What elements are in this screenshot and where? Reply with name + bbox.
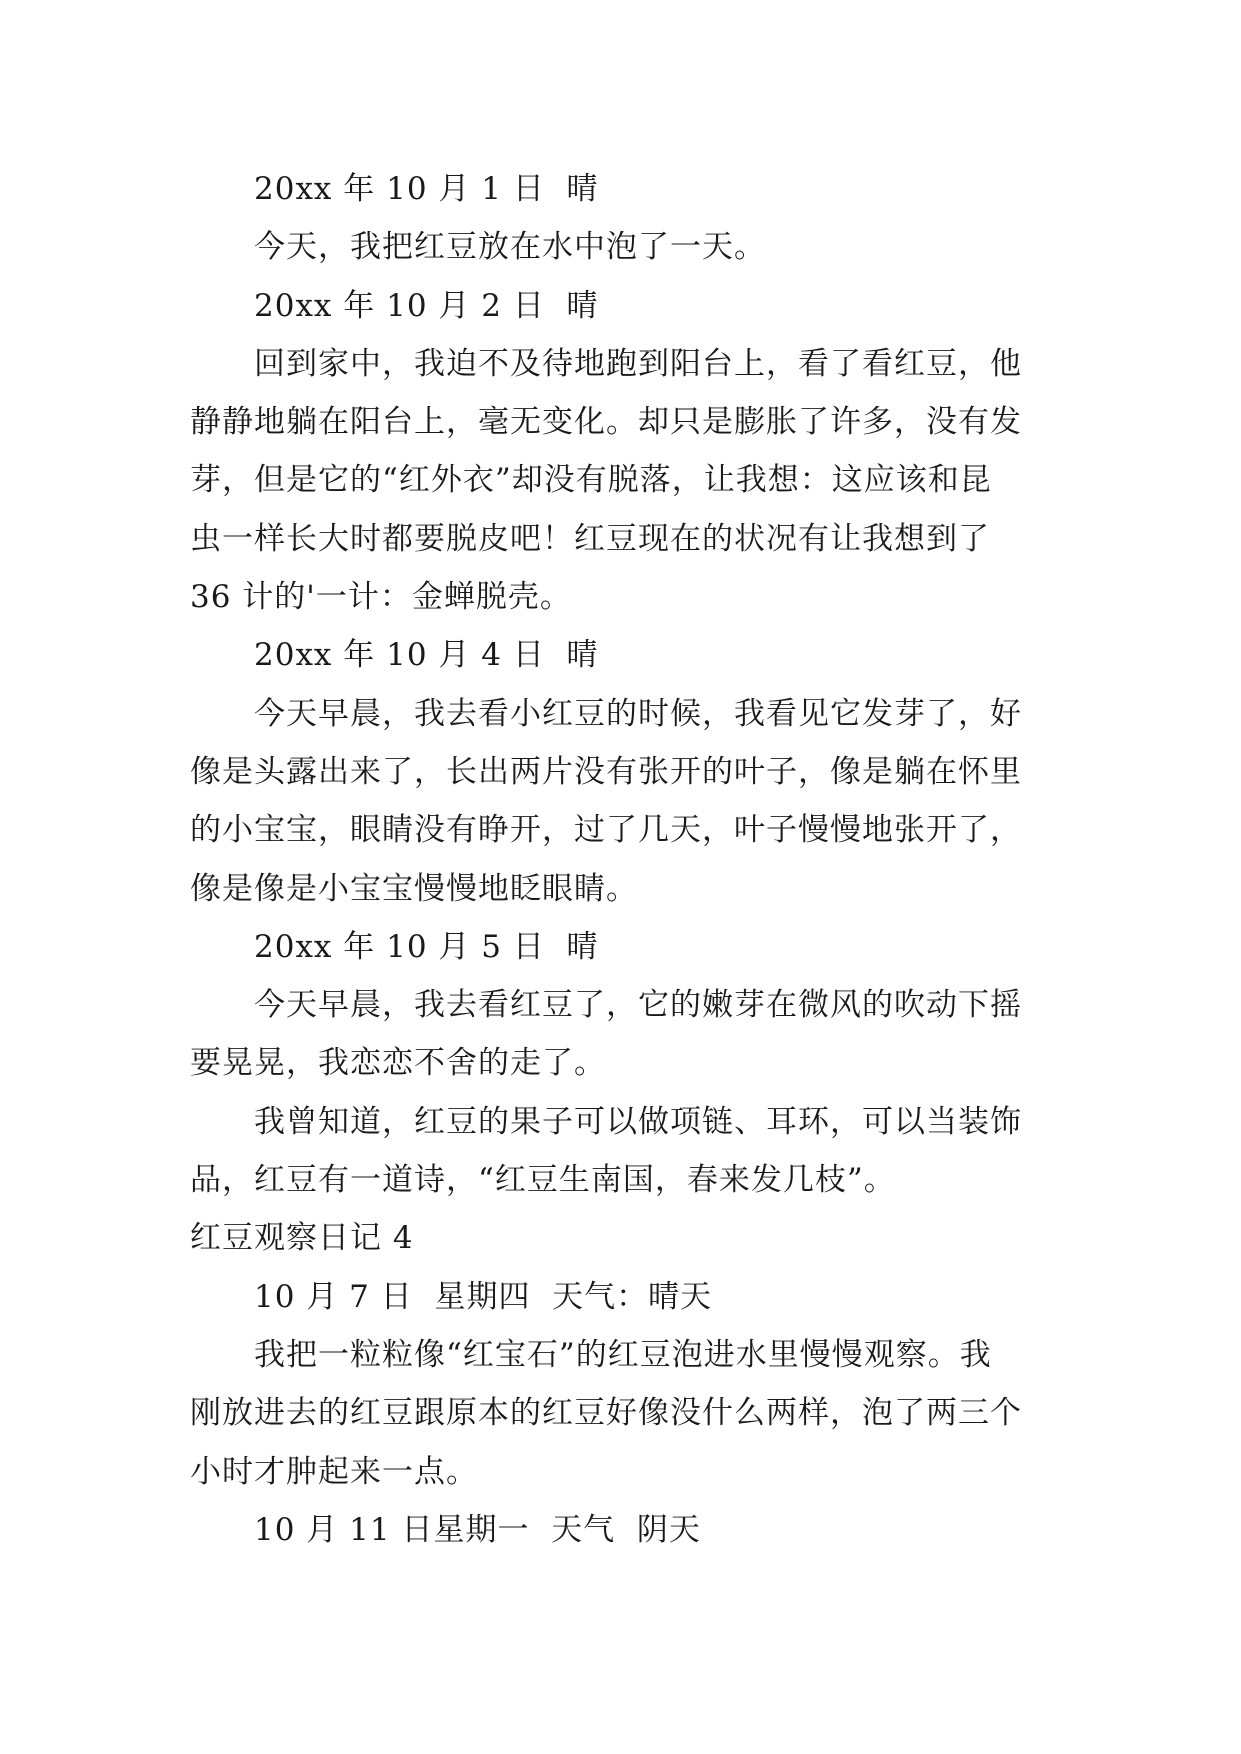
paragraph-line: 静静地躺在阳台上，毫无变化。却只是膨胀了许多，没有发: [190, 404, 1022, 441]
paragraph-line: 品，红豆有一道诗，“红豆生南国，春来发几枝”。: [190, 1162, 896, 1199]
paragraph-line: 芽，但是它的“红外衣”却没有脱落，让我想：这应该和昆: [190, 462, 992, 499]
diary-date-oct-7: 10 月 7 日 星期四 天气：晴天: [254, 1278, 713, 1315]
paragraph-line: 我曾知道，红豆的果子可以做项链、耳环，可以当装饰: [254, 1103, 1022, 1140]
diary-entry-oct-1: 今天，我把红豆放在水中泡了一天。: [254, 229, 766, 266]
diary-entry-oct-5: [190, 976, 1060, 1093]
section-title: 红豆观察日记 4: [190, 1220, 414, 1257]
document-body: [190, 160, 1060, 1559]
paragraph-line: 刚放进去的红豆跟原本的红豆好像没什么两样，泡了两三个: [190, 1395, 1022, 1432]
paragraph-line: 我把一粒粒像“红宝石”的红豆泡进水里慢慢观察。我: [254, 1336, 992, 1373]
diary-entry-oct-2: [190, 335, 1060, 626]
paragraph-line: 回到家中，我迫不及待地跑到阳台上，看了看红豆，他: [254, 345, 1022, 382]
paragraph-line: 36 计的'一计：金蝉脱壳。: [190, 579, 572, 616]
paragraph-line: 像是头露出来了，长出两片没有张开的叶子，像是躺在怀里: [190, 753, 1022, 790]
diary-date-oct-2: 20xx 年 10 月 2 日 晴: [254, 287, 599, 324]
paragraph-line: 小时才肿起来一点。: [190, 1453, 478, 1490]
paragraph-line: 虫一样长大时都要脱皮吧！红豆现在的状况有让我想到了: [190, 520, 990, 557]
paragraph-line: 要晃晃，我恋恋不舍的走了。: [190, 1045, 606, 1082]
diary-entry-oct-4: [190, 685, 1060, 918]
diary-date-oct-1: 20xx 年 10 月 1 日 晴: [254, 171, 599, 207]
paragraph-line: 的小宝宝，眼睛没有睁开，过了几天，叶子慢慢地张开了，: [190, 812, 1022, 849]
paragraph-line: 今天早晨，我去看小红豆的时候，我看见它发芽了，好: [254, 695, 1022, 732]
diary-date-oct-4: 20xx 年 10 月 4 日 晴: [254, 637, 599, 674]
diary-entry-red-bean-poem: [190, 1093, 1060, 1210]
diary-date-oct-11: 10 月 11 日星期一 天气 阴天: [254, 1511, 701, 1548]
paragraph-line: 今天早晨，我去看红豆了，它的嫩芽在微风的吹动下摇: [254, 987, 1022, 1024]
diary-entry-oct-7: [190, 1326, 1060, 1501]
paragraph-line: 像是像是小宝宝慢慢地眨眼睛。: [190, 870, 638, 907]
diary-date-oct-5: 20xx 年 10 月 5 日 晴: [254, 928, 599, 965]
